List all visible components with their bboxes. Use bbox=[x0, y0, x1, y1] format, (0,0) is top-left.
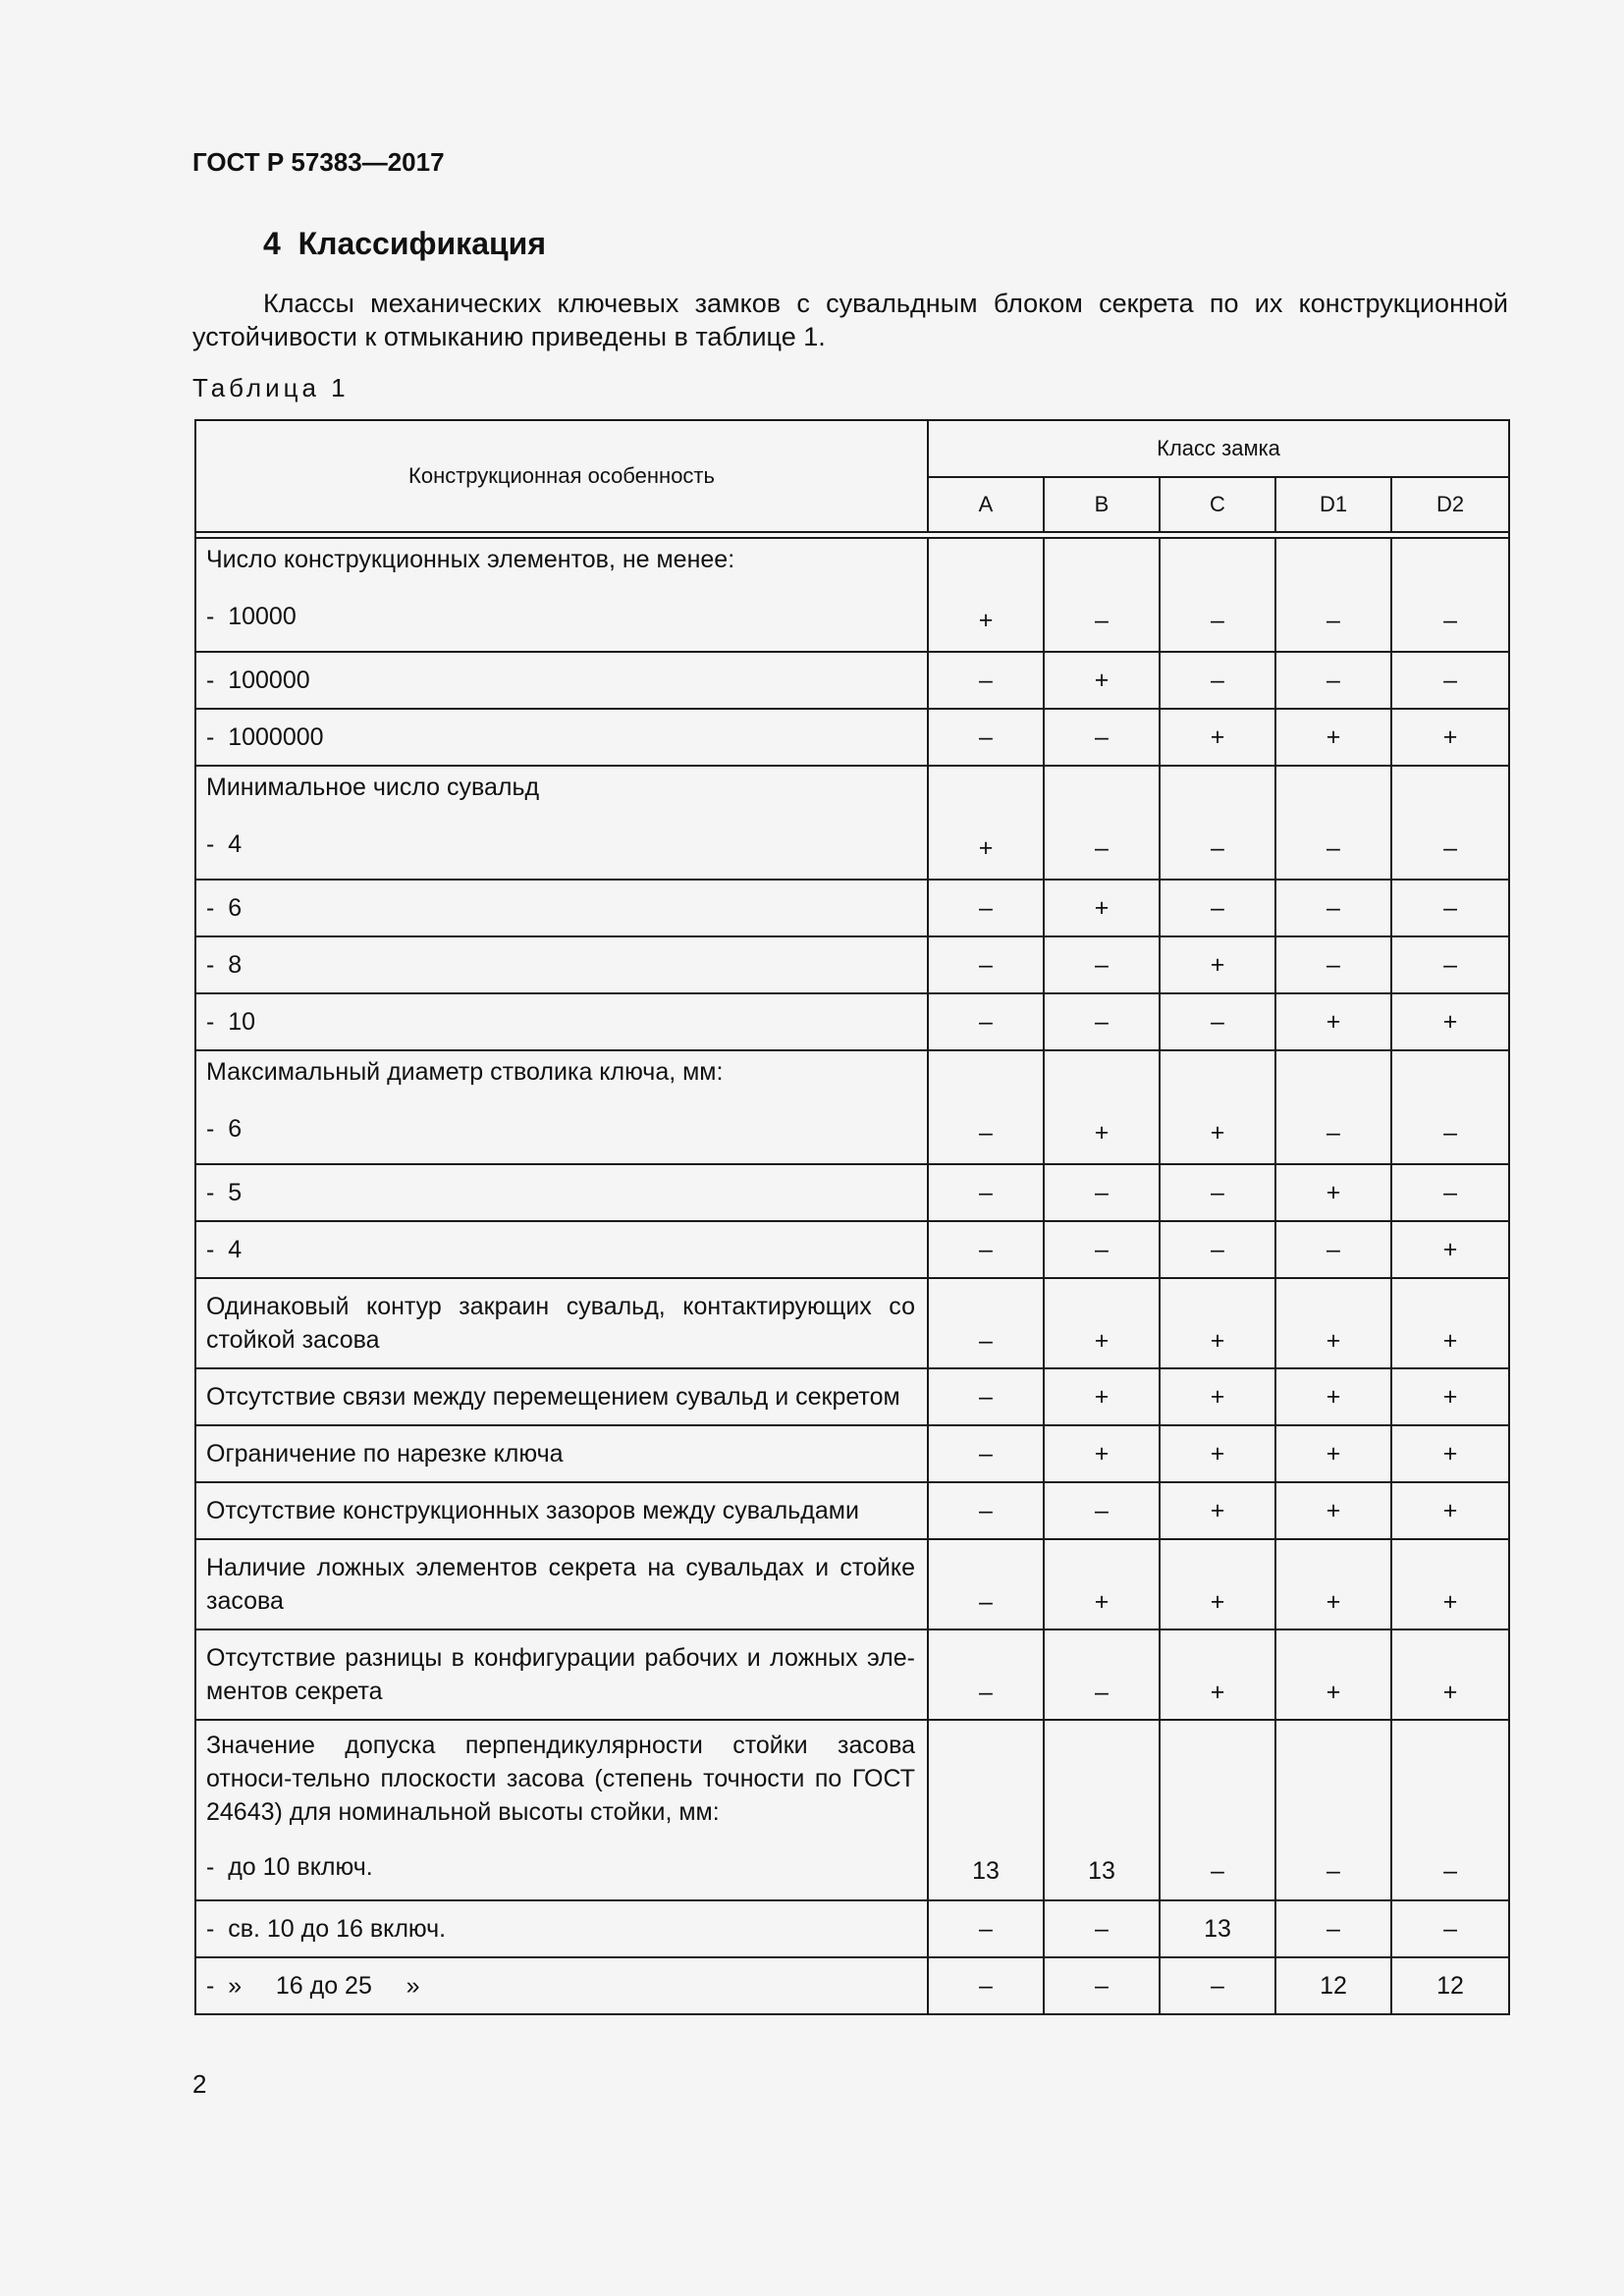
row-label: Отсутствие связи между перемещением сувальд и секретом bbox=[195, 1368, 928, 1425]
value-cell: – bbox=[1275, 936, 1391, 993]
table-row bbox=[195, 1720, 1509, 1900]
row-label: Одинаковый контур закраин сувальд, контактирующих со стойкой засова bbox=[195, 1278, 928, 1368]
value-cell: + bbox=[1391, 1368, 1509, 1425]
value-cell: + bbox=[1391, 1221, 1509, 1278]
header-class-d1: D1 bbox=[1275, 477, 1391, 532]
value-cell: – bbox=[928, 1368, 1044, 1425]
value-cell: – bbox=[1044, 1221, 1160, 1278]
value-cell: 13 bbox=[928, 1720, 1044, 1900]
value-cell: + bbox=[1275, 993, 1391, 1050]
table-row bbox=[195, 1539, 1509, 1629]
group-title: Максимальный диаметр стволика ключа, мм: bbox=[206, 1058, 724, 1086]
table-row bbox=[195, 766, 1509, 880]
row-label: - 8 bbox=[195, 936, 928, 993]
group-title: Число конструкционных элементов, не менее: bbox=[206, 546, 735, 573]
value-cell: – bbox=[928, 1425, 1044, 1482]
table-row bbox=[195, 1900, 1509, 1957]
value-cell: – bbox=[1160, 1957, 1275, 2014]
value-cell: + bbox=[1044, 1539, 1160, 1629]
value-cell: + bbox=[1391, 993, 1509, 1050]
value-cell: – bbox=[1044, 1957, 1160, 2014]
row-label: Наличие ложных элементов секрета на сувальдах и стойке засова bbox=[195, 1539, 928, 1629]
value-cell: + bbox=[1391, 1482, 1509, 1539]
value-cell: – bbox=[928, 1900, 1044, 1957]
value-cell: + bbox=[1391, 1539, 1509, 1629]
row-label bbox=[195, 1050, 928, 1164]
row-label: - 1000000 bbox=[195, 709, 928, 766]
value-cell: – bbox=[1044, 993, 1160, 1050]
table-row bbox=[195, 1482, 1509, 1539]
value-cell: – bbox=[928, 880, 1044, 936]
value-cell: – bbox=[1391, 766, 1509, 880]
table-row bbox=[195, 1368, 1509, 1425]
table-row bbox=[195, 1957, 1509, 2014]
header-class: Класс замка bbox=[928, 420, 1509, 477]
value-cell: – bbox=[1160, 766, 1275, 880]
row-label: - 100000 bbox=[195, 652, 928, 709]
value-cell: + bbox=[1044, 1368, 1160, 1425]
value-cell: – bbox=[928, 1050, 1044, 1164]
value-cell: – bbox=[1391, 936, 1509, 993]
value-cell: + bbox=[1275, 1482, 1391, 1539]
table-row bbox=[195, 993, 1509, 1050]
value-cell: + bbox=[928, 766, 1044, 880]
item-label: - 10000 bbox=[206, 603, 297, 630]
value-cell: – bbox=[928, 993, 1044, 1050]
classification-table bbox=[194, 419, 1510, 2015]
value-cell: + bbox=[1275, 1629, 1391, 1720]
value-cell: – bbox=[928, 1278, 1044, 1368]
value-cell: – bbox=[1044, 1629, 1160, 1720]
value-cell: – bbox=[1160, 1720, 1275, 1900]
value-cell: + bbox=[1044, 1425, 1160, 1482]
value-cell: – bbox=[928, 709, 1044, 766]
header-feature: Конструкционная особенность bbox=[195, 420, 928, 532]
value-cell: + bbox=[1160, 1482, 1275, 1539]
value-cell: – bbox=[1044, 766, 1160, 880]
item-label: - до 10 включ. bbox=[206, 1853, 373, 1881]
value-cell: – bbox=[1391, 1164, 1509, 1221]
value-cell: – bbox=[1391, 538, 1509, 652]
row-label: Отсутствие конструкционных зазоров между сувальдами bbox=[195, 1482, 928, 1539]
value-cell: + bbox=[1391, 709, 1509, 766]
value-cell: + bbox=[1160, 1425, 1275, 1482]
value-cell: + bbox=[1160, 1629, 1275, 1720]
value-cell: + bbox=[1044, 652, 1160, 709]
value-cell: – bbox=[1160, 1221, 1275, 1278]
value-cell: + bbox=[1160, 1278, 1275, 1368]
value-cell: – bbox=[928, 1164, 1044, 1221]
value-cell: + bbox=[1160, 1368, 1275, 1425]
value-cell: + bbox=[1275, 1539, 1391, 1629]
value-cell: + bbox=[1044, 1278, 1160, 1368]
table-row bbox=[195, 1050, 1509, 1164]
group-title: Минимальное число сувальд bbox=[206, 774, 540, 801]
value-cell: – bbox=[1044, 538, 1160, 652]
value-cell: – bbox=[928, 1221, 1044, 1278]
header-class-b: B bbox=[1044, 477, 1160, 532]
value-cell: – bbox=[1275, 538, 1391, 652]
row-label: - 10 bbox=[195, 993, 928, 1050]
table-row bbox=[195, 880, 1509, 936]
value-cell: – bbox=[928, 1957, 1044, 2014]
value-cell: – bbox=[1160, 1164, 1275, 1221]
row-label: Отсутствие разницы в конфигурации рабочих и ложных эле-ментов секрета bbox=[195, 1629, 928, 1720]
value-cell: 12 bbox=[1391, 1957, 1509, 2014]
value-cell: – bbox=[928, 1539, 1044, 1629]
item-label: - 4 bbox=[206, 830, 243, 858]
value-cell: – bbox=[1391, 1720, 1509, 1900]
value-cell: + bbox=[1391, 1425, 1509, 1482]
value-cell: + bbox=[1275, 1425, 1391, 1482]
header-class-a: A bbox=[928, 477, 1044, 532]
row-label: - 6 bbox=[195, 880, 928, 936]
value-cell: – bbox=[1160, 993, 1275, 1050]
value-cell: – bbox=[1391, 652, 1509, 709]
page-number: 2 bbox=[192, 2069, 207, 2099]
section-title: 4 Классификация bbox=[263, 226, 546, 261]
table-row bbox=[195, 1221, 1509, 1278]
value-cell: – bbox=[1275, 1221, 1391, 1278]
value-cell: – bbox=[928, 1629, 1044, 1720]
value-cell: + bbox=[1275, 1164, 1391, 1221]
value-cell: – bbox=[1044, 709, 1160, 766]
value-cell: + bbox=[1275, 709, 1391, 766]
value-cell: – bbox=[928, 1482, 1044, 1539]
value-cell: – bbox=[1275, 1900, 1391, 1957]
table-row bbox=[195, 1425, 1509, 1482]
value-cell: + bbox=[1044, 880, 1160, 936]
row-label: Ограничение по нарезке ключа bbox=[195, 1425, 928, 1482]
value-cell: + bbox=[1160, 1539, 1275, 1629]
value-cell: + bbox=[1160, 1050, 1275, 1164]
value-cell: – bbox=[1391, 1900, 1509, 1957]
value-cell: + bbox=[1391, 1278, 1509, 1368]
value-cell: – bbox=[1044, 1482, 1160, 1539]
value-cell: – bbox=[1275, 766, 1391, 880]
table-row bbox=[195, 1164, 1509, 1221]
value-cell: + bbox=[1044, 1050, 1160, 1164]
value-cell: – bbox=[1275, 880, 1391, 936]
value-cell: – bbox=[928, 936, 1044, 993]
document-code: ГОСТ Р 57383—2017 bbox=[192, 147, 445, 177]
value-cell: – bbox=[1275, 652, 1391, 709]
value-cell: – bbox=[1160, 538, 1275, 652]
table-row bbox=[195, 1278, 1509, 1368]
value-cell: – bbox=[1044, 936, 1160, 993]
value-cell: 13 bbox=[1044, 1720, 1160, 1900]
value-cell: – bbox=[1275, 1720, 1391, 1900]
row-label: - 4 bbox=[195, 1221, 928, 1278]
value-cell: + bbox=[1275, 1368, 1391, 1425]
value-cell: + bbox=[1275, 1278, 1391, 1368]
header-class-d2: D2 bbox=[1391, 477, 1509, 532]
value-cell: – bbox=[1275, 1050, 1391, 1164]
value-cell: 12 bbox=[1275, 1957, 1391, 2014]
header-class-c: C bbox=[1160, 477, 1275, 532]
row-label: - 5 bbox=[195, 1164, 928, 1221]
value-cell: – bbox=[1391, 880, 1509, 936]
value-cell: – bbox=[1160, 652, 1275, 709]
value-cell: + bbox=[1160, 709, 1275, 766]
item-label: - 6 bbox=[206, 1115, 243, 1143]
row-label: - св. 10 до 16 включ. bbox=[195, 1900, 928, 1957]
value-cell: + bbox=[1391, 1629, 1509, 1720]
table-row bbox=[195, 936, 1509, 993]
table-caption: Таблица 1 bbox=[192, 373, 350, 402]
table-row bbox=[195, 538, 1509, 652]
value-cell: – bbox=[1160, 880, 1275, 936]
value-cell: 13 bbox=[1160, 1900, 1275, 1957]
table-row bbox=[195, 709, 1509, 766]
value-cell: + bbox=[928, 538, 1044, 652]
row-label bbox=[195, 1720, 928, 1900]
row-label bbox=[195, 538, 928, 652]
table-row bbox=[195, 1629, 1509, 1720]
value-cell: – bbox=[1044, 1900, 1160, 1957]
row-label bbox=[195, 766, 928, 880]
value-cell: – bbox=[928, 652, 1044, 709]
row-label: - » 16 до 25 » bbox=[195, 1957, 928, 2014]
value-cell: + bbox=[1160, 936, 1275, 993]
value-cell: – bbox=[1391, 1050, 1509, 1164]
value-cell: – bbox=[1044, 1164, 1160, 1221]
intro-paragraph: Классы механических ключевых замков с сувальдным блоком секрета по их конструкционной устойчивости к отмыканию приведены в таблице 1. bbox=[192, 289, 1508, 351]
group-title: Значение допуска перпендикулярности стойки засова относи-тельно плоскости засова (степень точности по ГОСТ 24643) для номинальной высоты стойки, мм: bbox=[206, 1732, 915, 1826]
table-row bbox=[195, 652, 1509, 709]
